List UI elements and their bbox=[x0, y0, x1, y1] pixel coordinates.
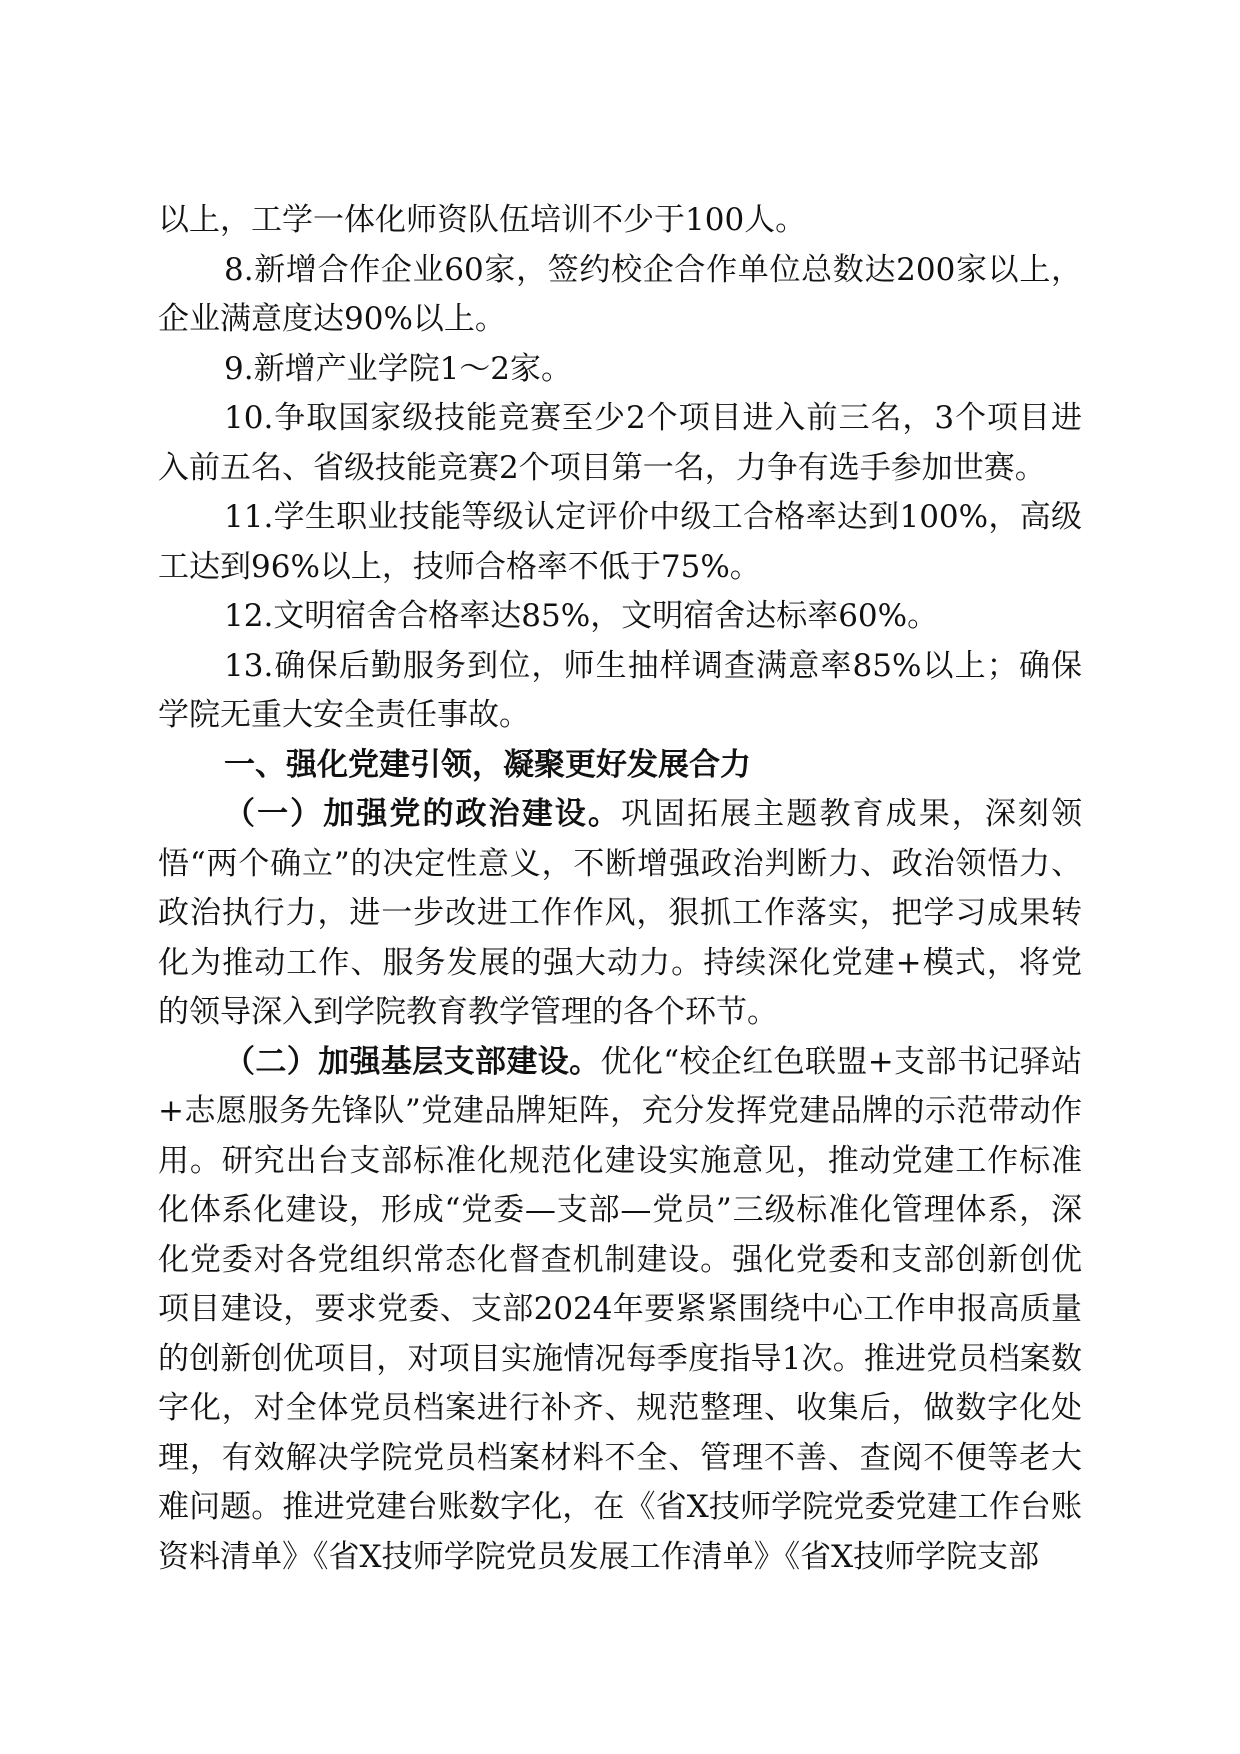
paragraph-continuation: 以上，工学一体化师资队伍培训不少于100人。 bbox=[158, 202, 807, 238]
subsection-body-1: 巩固拓展主题教育成果，深刻领悟“两个确立”的决定性意义，不断增强政治判断力、政治领悟力、政治执行力，进一步改进工作作风，狠抓工作落实，把学习成果转化为推动工作、服务发展的强大动力。持续深化党建+模式，将党的领导深入到学院教育教学管理的各个环节。 bbox=[158, 796, 1083, 1030]
paragraph-item-13: 13.确保后勤服务到位，师生抽样调查满意率85%以上；确保学院无重大安全责任事故。 bbox=[158, 647, 1082, 733]
paragraph-item-10: 10.争取国家级技能竞赛至少2个项目进入前三名，3个项目进入前五名、省级技能竞赛2个项目第一名，力争有选手参加世赛。 bbox=[158, 400, 1082, 486]
paragraph-item-11: 11.学生职业技能等级认定评价中级工合格率达到100%，高级工达到96%以上，技师合格率不低于75%。 bbox=[158, 499, 1082, 585]
subsection-title-1: （一）加强党的政治建设。 bbox=[224, 796, 621, 832]
paragraph-item-9: 9.新增产业学院1～2家。 bbox=[224, 350, 573, 387]
subsection-paragraph-2 bbox=[158, 1038, 1082, 1583]
paragraph-item-8: 8.新增合作企业60家，签约校企合作单位总数达200家以上，企业满意度达90%以上。 bbox=[158, 251, 1082, 337]
subsection-paragraph-1 bbox=[158, 790, 1082, 1038]
subsection-title-2: （二）加强基层支部建设。 bbox=[224, 1043, 601, 1080]
document-page bbox=[158, 196, 1082, 1582]
paragraph-item-12: 12.文明宿舍合格率达85%，文明宿舍达标率60%。 bbox=[224, 598, 939, 634]
subsection-body-2: 优化“校企红色联盟+支部书记驿站+志愿服务先锋队”党建品牌矩阵，充分发挥党建品牌的示范带动作用。研究出台支部标准化规范化建设实施意见，推动党建工作标准化体系化建设，形成“党委—支部—党员”三级标准化管理体系，深化党委对各党组织常态化督查机制建设。强化党委和支部创新创优项目建设，要求党委、支部2024年要紧紧围绕中心工作申报高质量的创新创优项目，对项目实施情况每季度指导1次。推进党员档案数字化，对全体党员档案进行补齐、规范整理、收集后，做数字化处理，有效解决学院党员档案材料不全、管理不善、查阅不便等老大难问题。推进党建台账数字化，在《省X技师学院党委党建工作台账资料清单》《省X技师学院党员发展工作清单》《省X技师学院支部 bbox=[158, 1043, 1083, 1575]
section-heading: 一、强化党建引领，凝聚更好发展合力 bbox=[224, 746, 751, 783]
